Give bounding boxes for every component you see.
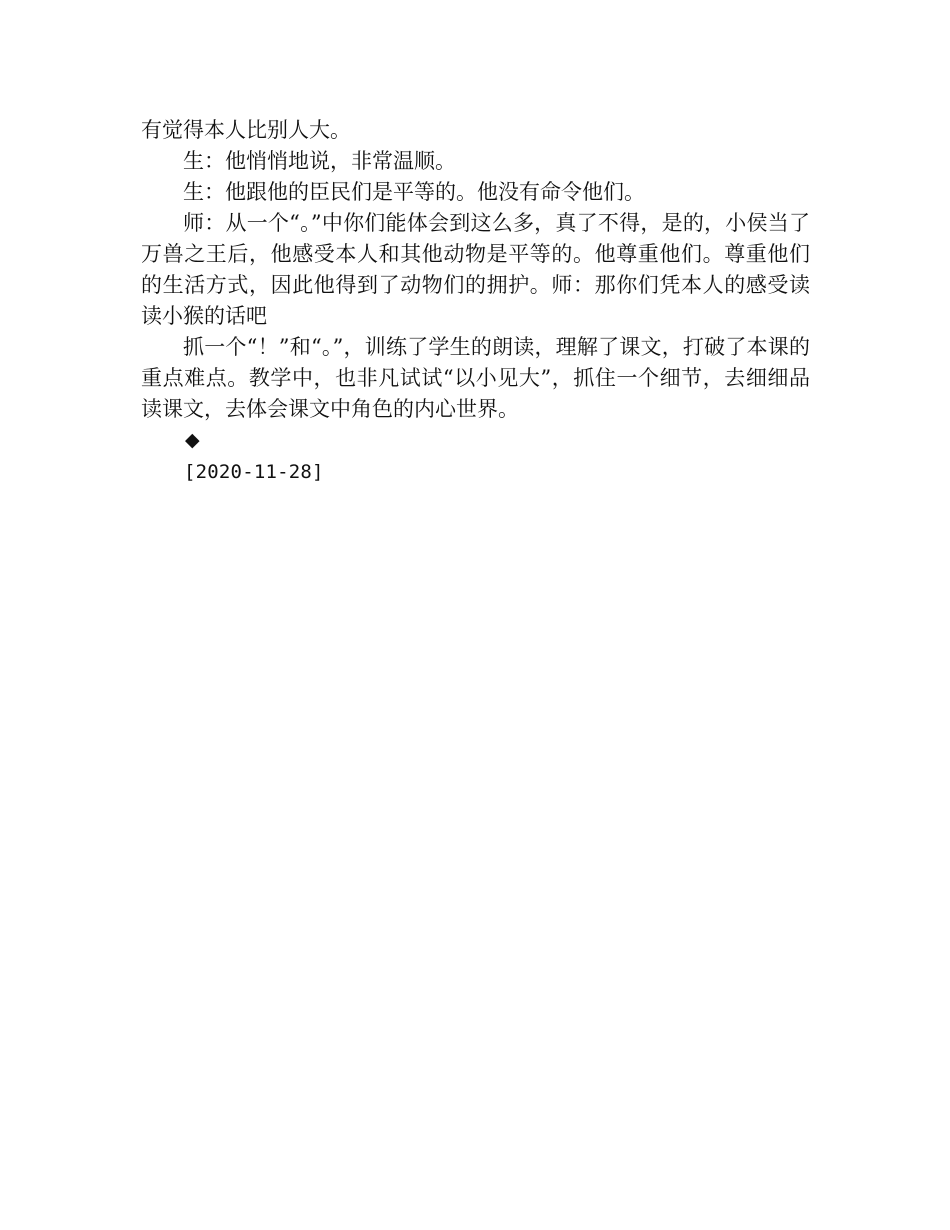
paragraph-reflection: 抓一个“！”和“。”，训练了学生的朗读，理解了课文，打破了本课的重点难点。教学中，也非凡试试“以小见大”，抓住一个细节，去细细品读课文，去体会课文中角色的内心世界。 — [141, 335, 810, 421]
paragraph-student-2: 生：他跟他的臣民们是平等的。他没有命令他们。 — [183, 180, 645, 204]
paragraph-student-1: 生：他悄悄地说，非常温顺。 — [183, 149, 456, 173]
diamond-bullet-icon: ◆ — [185, 429, 200, 451]
document-date: [2020-11-28] — [184, 461, 324, 483]
document-body — [141, 115, 810, 489]
paragraph-continuation: 有觉得本人比别人大。 — [141, 118, 351, 142]
paragraph-teacher: 师：从一个“。”中你们能体会到这么多，真了不得，是的，小侯当了万兽之王后，他感受本人和其他动物是平等的。他尊重他们。尊重他们的生活方式，因此他得到了动物们的拥护。师：那你们凭本人的感受读读小猴的话吧 — [141, 211, 810, 328]
